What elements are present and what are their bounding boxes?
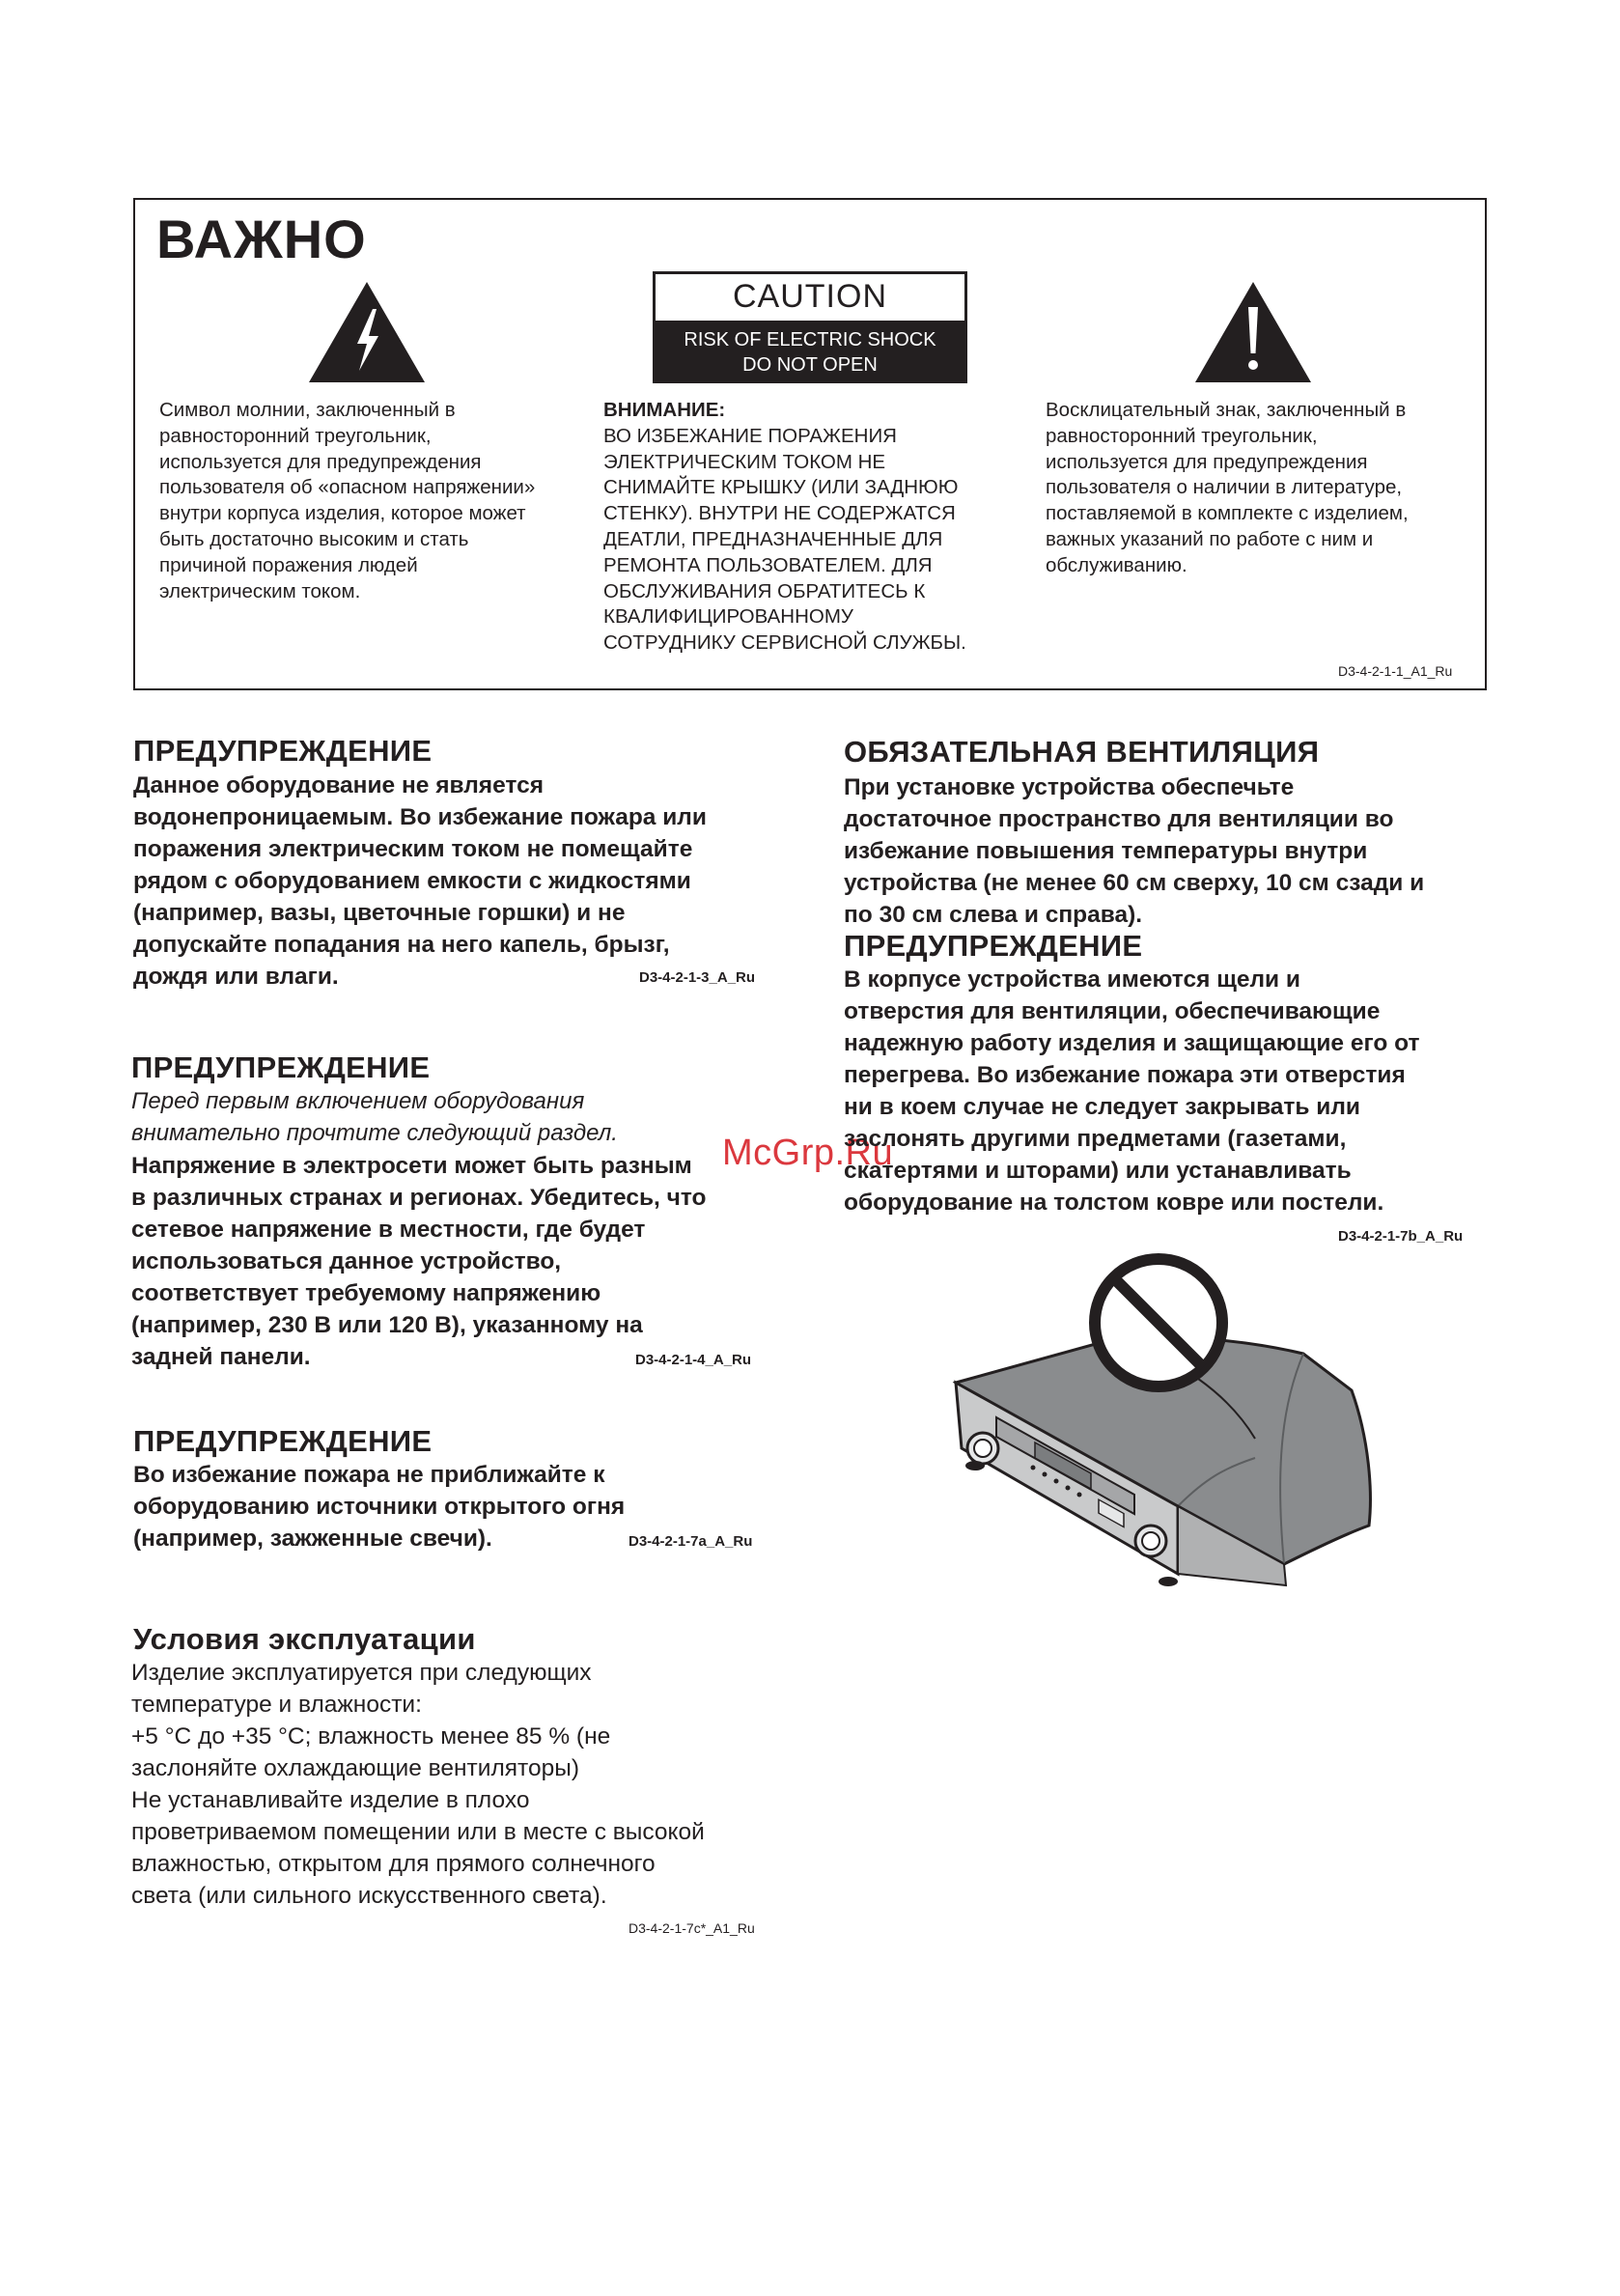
- warning2-body: Напряжение в электросети может быть разным в различных странах и регионах. Убедитесь, что сетевое напряжение в местности, где будет использоваться данное устройство, соответствует требуемому напряжению (например, 230 В или 120 В), указанному на задней панели.: [131, 1153, 707, 1370]
- warning4-heading: ПРЕДУПРЕЖДЕНИЕ: [844, 929, 1143, 963]
- important-code: D3-4-2-1-1_A1_Ru: [1338, 663, 1453, 679]
- exclamation-warning-icon: [1193, 280, 1313, 384]
- warning3-code: D3-4-2-1-7a_A_Ru: [628, 1533, 753, 1550]
- warning2-intro: Перед первым включением оборудования внимательно прочтите следующий раздел.: [131, 1088, 618, 1146]
- warning4-code: D3-4-2-1-7b_A_Ru: [1338, 1228, 1464, 1245]
- warning2-code: D3-4-2-1-4_A_Ru: [635, 1352, 752, 1368]
- warning3-heading: ПРЕДУПРЕЖДЕНИЕ: [133, 1424, 433, 1458]
- watermark: McGrp.Ru: [722, 1133, 894, 1173]
- caution-label-band: [656, 321, 964, 380]
- conditions-heading: Условия эксплуатации: [133, 1622, 476, 1656]
- exclamation-description: Восклицательный знак, заключенный в равносторонний треугольник, используется для предупреждения пользователя о наличии в литературе, поставляемой в комплекте с изделием, важных указаний по работе с ним и обслуживанию.: [1046, 399, 1409, 576]
- warning1-code: D3-4-2-1-3_A_Ru: [639, 969, 756, 986]
- caution-label-title: CAUTION: [733, 278, 887, 315]
- warning1-body: Данное оборудование не является водонепроницаемым. Во избежание пожара или поражения электрическим током не помещайте рядом с оборудованием емкости с жидкостями (например, вазы, цветочные горшки) и не допускайте попадания на него капель, брызг, дождя или влаги.: [133, 772, 707, 990]
- covered-receiver-illustration: [936, 1246, 1400, 1632]
- lightning-warning-icon: [307, 280, 427, 384]
- ventilation-heading: ОБЯЗАТЕЛЬНАЯ ВЕНТИЛЯЦИЯ: [844, 735, 1320, 769]
- caution-description: ВНИМАНИЕ: ВО ИЗБЕЖАНИЕ ПОРАЖЕНИЯ ЭЛЕКТРИЧЕСКИМ ТОКОМ НЕ СНИМАЙТЕ КРЫШКУ (ИЛИ ЗАДНЮЮ СТЕНКУ). ВНУТРИ НЕ СОДЕРЖАТСЯ ДЕАТЛИ, ПРЕДНАЗНАЧЕННЫЕ ДЛЯ РЕМОНТА ПОЛЬЗОВАТЕЛЕМ. ДЛЯ ОБСЛУЖИВАНИЯ ОБРАТИТЕСЬ К КВАЛИФИЦИРОВАННОМУ СОТРУДНИКУ СЕРВИСНОЙ СЛУЖБЫ.: [603, 399, 966, 655]
- important-title: ВАЖНО: [156, 209, 367, 269]
- caution-label-line1: RISK OF ELECTRIC SHOCK: [684, 329, 936, 350]
- ventilation-body: При установке устройства обеспечьте достаточное пространство для вентиляции во избежание повышения температуры внутри устройства (не менее 60 см сверху, 10 см сзади и по 30 см слева и справа).: [844, 774, 1425, 928]
- warning4-body: В корпусе устройства имеются щели и отверстия для вентиляции, обеспечивающие надежную работу изделия и защищающие его от перегрева. Во избежание пожара эти отверстия ни в коем случае не следует закрывать или заслонять другими предметами (газетами, скатертями и шторами) или устанавливать оборудование на толстом ковре или постели.: [844, 966, 1420, 1216]
- lightning-description: Символ молнии, заключенный в равносторонний треугольник, используется для предупреждения пользователя об «опасном напряжении» внутри корпуса изделия, которое может быть достаточно высоким и стать причиной поражения людей электрическим током.: [159, 399, 536, 602]
- conditions-code: D3-4-2-1-7c*_A1_Ru: [628, 1920, 755, 1936]
- caution-heading: ВНИМАНИЕ:: [603, 399, 726, 421]
- conditions-body: Изделие эксплуатируется при следующих температуре и влажности: +5 °C до +35 °C; влажность менее 85 % (не заслоняйте охлаждающие вентиляторы) Не устанавливайте изделие в плохо проветриваемом помещении или в месте с высокой влажностью, открытом для прямого солнечного света (или сильного искусственного света).: [131, 1660, 705, 1909]
- warning2-heading: ПРЕДУПРЕЖДЕНИЕ: [131, 1050, 431, 1084]
- warning1-heading: ПРЕДУПРЕЖДЕНИЕ: [133, 734, 433, 768]
- caution-label-line2: DO NOT OPEN: [742, 354, 878, 376]
- warning3-body: Во избежание пожара не приближайте к оборудованию источники открытого огня (например, зажженные свечи).: [133, 1462, 626, 1552]
- caution-label: [653, 271, 967, 383]
